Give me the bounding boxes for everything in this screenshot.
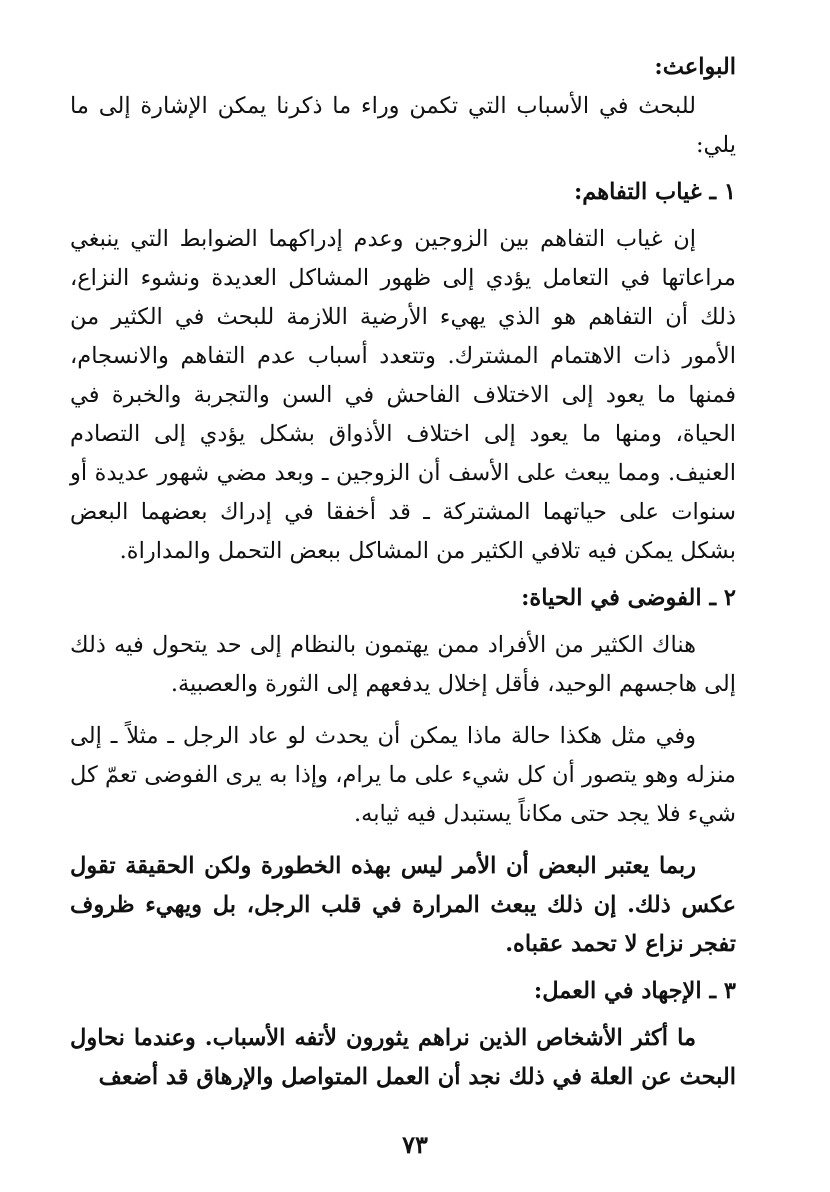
paragraph-motives-intro: للبحث في الأسباب التي تكمن وراء ما ذكرنا يمكن الإشارة إلى ما يلي:: [70, 93, 736, 158]
page-number: ٧٣: [402, 1130, 428, 1159]
section-heading-work-fatigue: ٣ ـ الإجهاد في العمل:: [533, 978, 736, 1004]
section-heading-motives: البواعث:: [654, 54, 736, 80]
paragraph-chaos-1: هناك الكثير من الأفراد ممن يهتمون بالنظام إلى حد يتحول فيه ذلك إلى هاجسهم الوحيد، فأقل إخلال يدفعهم إلى الثورة والعصبية.: [70, 632, 736, 697]
section-heading-lack-of-understanding: ١ ـ غياب التفاهم:: [573, 179, 736, 205]
section-heading-chaos-in-life: ٢ ـ الفوضى في الحياة:: [521, 585, 736, 611]
paragraph-work-fatigue: ما أكثر الأشخاص الذين نراهم يثورون لأتفه الأسباب. وعندما نحاول البحث عن العلة في ذلك نجد أن العمل المتواصل والإرهاق قد أضعف: [70, 1025, 736, 1090]
paragraph-lack-of-understanding: إن غياب التفاهم بين الزوجين وعدم إدراكهما الضوابط التي ينبغي مراعاتها في التعامل يؤدي إلى ظهور المشاكل العديدة ونشوء النزاع، ذلك أن التفاهم هو الذي يهيء الأرضية اللازمة للبحث في الكثير من الأمور ذات الاهتمام المشترك. وتتعدد أسباب عدم التفاهم والانسجام، فمنها ما يعود إلى الاختلاف الفاحش في السن والتجربة والخبرة في الحياة، ومنها ما يعود إلى اختلاف الأذواق بشكل يؤدي إلى التصادم العنيف. ومما يبعث على الأسف أن الزوجين ـ وبعد مضي شهور عديدة أو سنوات على حياتهما المشتركة ـ قد أخفقا في إدراك بعضهما البعض بشكل يمكن فيه تلافي الكثير من المشاكل ببعض التحمل والمداراة.: [70, 226, 736, 564]
paragraph-chaos-3: ربما يعتبر البعض أن الأمر ليس بهذه الخطورة ولكن الحقيقة تقول عكس ذلك. إن ذلك يبعث المرارة في قلب الرجل، بل ويهيء ظروف تفجر نزاع لا تحمد عقباه.: [70, 853, 736, 957]
page-body: [70, 48, 736, 1097]
paragraph-chaos-2: وفي مثل هكذا حالة ماذا يمكن أن يحدث لو عاد الرجل ـ مثلاً ـ إلى منزله وهو يتصور أن كل شيء على ما يرام، وإذا به يرى الفوضى تعمّ كل شيء فلا يجد حتى مكاناً يستبدل فيه ثيابه.: [70, 723, 736, 827]
